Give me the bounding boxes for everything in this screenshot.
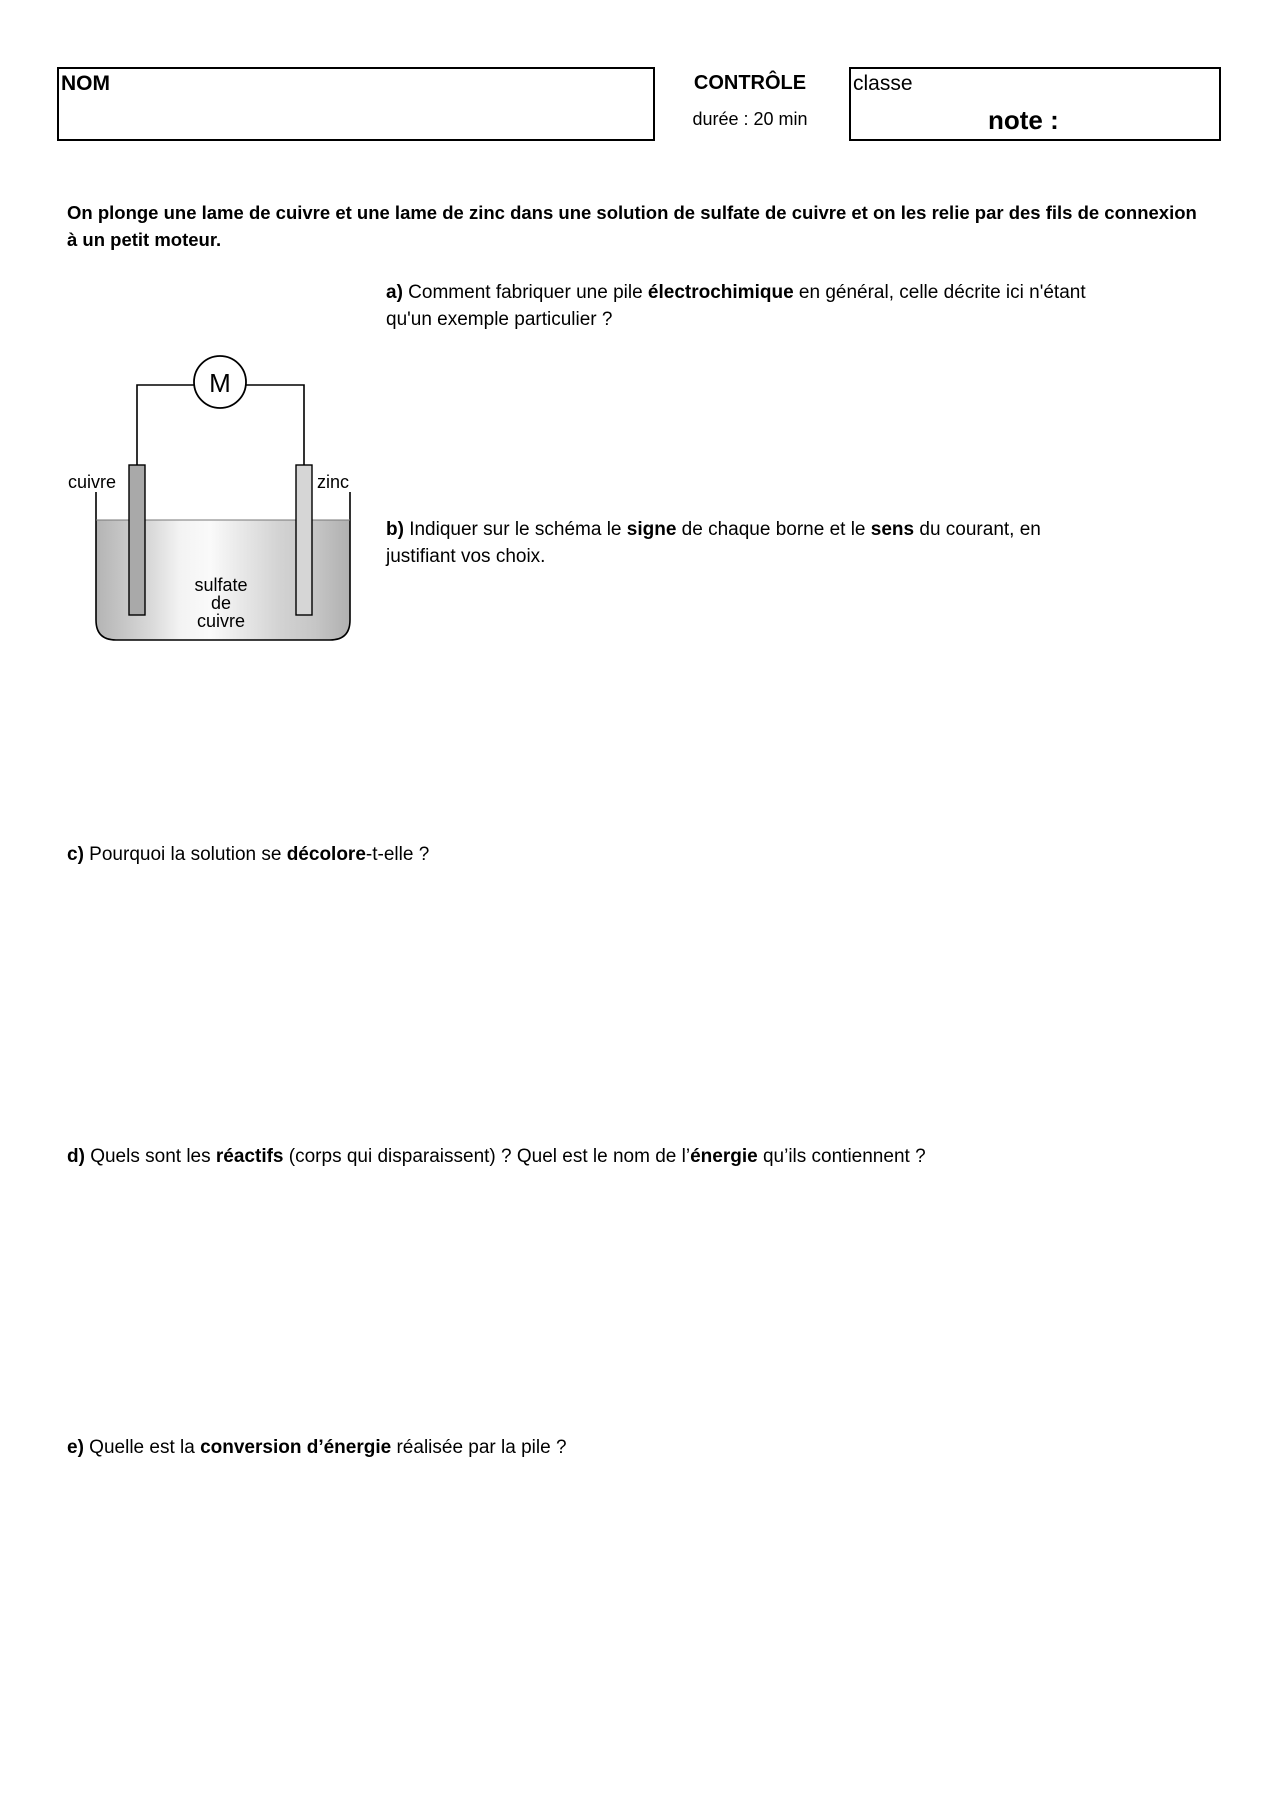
question-d-text-2: (corps qui disparaissent) ? Quel est le nom de l’	[283, 1146, 691, 1167]
question-a-label: a)	[386, 282, 403, 303]
question-b	[386, 516, 1206, 570]
test-duration: durée : 20 min	[692, 109, 808, 129]
question-c	[67, 841, 1217, 868]
zinc-electrode	[296, 465, 312, 615]
intro-line-1: On plonge une lame de cuivre et une lame de zinc dans une solution de sulfate de cuivre et on les relie par des fils de connexion	[67, 202, 1197, 223]
question-c-text: Pourquoi la solution se	[83, 844, 287, 865]
question-c-bold: décolore	[286, 844, 366, 865]
question-d-bold-1: réactifs	[215, 1146, 284, 1167]
question-b-text-3: du courant, en	[914, 519, 1041, 540]
question-d-text: Quels sont les	[84, 1146, 216, 1167]
electrochemical-cell-diagram	[60, 350, 370, 650]
question-a-text: Comment fabriquer une pile	[402, 282, 648, 303]
question-e-label: e)	[67, 1437, 84, 1458]
copper-electrode	[129, 465, 145, 615]
test-title: CONTRÔLE	[693, 72, 807, 94]
question-d-bold-2: énergie	[690, 1146, 758, 1167]
question-e	[67, 1434, 1217, 1461]
question-e-bold: conversion d’énergie	[200, 1437, 392, 1458]
intro-line-2: à un petit moteur.	[67, 229, 222, 250]
solution-label-1: sulfate	[194, 575, 248, 595]
zinc-label: zinc	[317, 472, 350, 492]
classe-box	[849, 67, 1221, 141]
motor-icon	[194, 356, 246, 408]
question-a-bold: électrochimique	[647, 282, 794, 303]
copper-label: cuivre	[68, 472, 117, 492]
nom-box	[57, 67, 655, 141]
question-b-line-2: justifiant vos choix.	[386, 546, 546, 567]
question-b-bold-2: sens	[870, 519, 915, 540]
solution-label-2: de	[210, 593, 232, 613]
classe-label: classe	[853, 72, 913, 95]
motor-label: M	[209, 368, 231, 398]
intro-text	[67, 199, 1237, 253]
solution-label-3: cuivre	[196, 611, 246, 631]
question-b-text: Indiquer sur le schéma le	[403, 519, 627, 540]
question-c-text-2: -t-elle ?	[365, 844, 430, 865]
question-c-label: c)	[67, 844, 84, 865]
question-e-text-2: réalisée par la pile ?	[391, 1437, 567, 1458]
question-b-bold-1: signe	[626, 519, 677, 540]
question-d-label: d)	[67, 1146, 85, 1167]
question-e-text: Quelle est la	[83, 1437, 201, 1458]
question-d-text-3: qu’ils contiennent ?	[757, 1146, 926, 1167]
nom-label: NOM	[61, 72, 110, 95]
question-a	[386, 279, 1206, 333]
question-b-text-2: de chaque borne et le	[676, 519, 871, 540]
question-d	[67, 1143, 1217, 1170]
question-b-label: b)	[386, 519, 404, 540]
question-a-line-2: qu'un exemple particulier ?	[386, 309, 613, 330]
note-label: note :	[988, 105, 1059, 135]
question-a-text-2: en général, celle décrite ici n'étant	[793, 282, 1086, 303]
